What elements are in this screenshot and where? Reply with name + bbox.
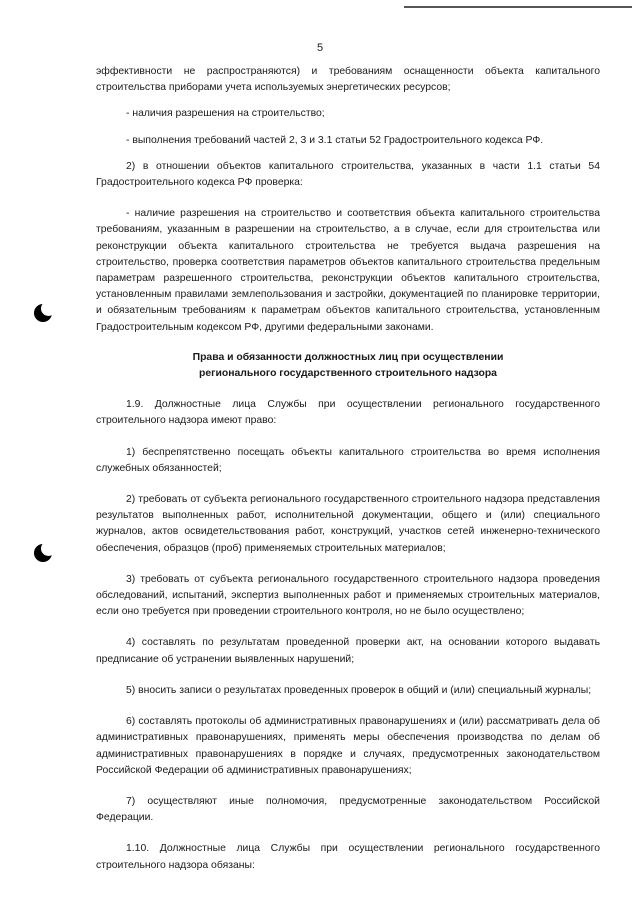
paragraph-permit: - наличия разрешения на строительство; xyxy=(126,108,325,120)
right-item-1: 1) беспрепятственно посещать объекты капитального строительства во время исполнения служебных обязанностей; xyxy=(96,446,600,474)
top-scan-line xyxy=(404,6,632,8)
clause-1-9: 1.9. Должностные лица Службы при осуществлении регионального государственного строительного надзора имеют право: xyxy=(96,399,600,427)
right-item-7: 7) осуществляют иные полномочия, предусмотренные законодательством Российской Федерации. xyxy=(96,795,600,824)
document-body xyxy=(96,64,600,874)
right-item-2: 2) требовать от субъекта регионального государственного строительного надзора представления результатов выполненных работ, исполнительной документации, общего и (или) специального журналов, актов освидетельствования работ, конструкций, участков сетей инженерно-технического обеспечения, образцов (проб) применяемых строительных материалов; xyxy=(96,494,600,554)
paragraph-permit-compliance: - наличие разрешения на строительство и соответствия объекта капитального строительства требованиям, указанным в разрешении на строительство, а в случае, если для строительства или реконструкции объекта капитального строительства не требуется выдача разрешения на строительство, проверка соответствия параметров объектов капитального строительства предельным параметрам разрешенного строительства, реконструкции объектов капитального строительства, установленным правилами землепользования и застройки, документацией по планировке территории, и обязательным требованиям к параметрам объектов капитального строительства, установленным Градостроительным кодексом РФ, другими федеральными законами. xyxy=(96,208,600,333)
section-title xyxy=(96,350,600,382)
right-item-5: 5) вносить записи о результатах проведенных проверок в общий и (или) специальный журналы; xyxy=(126,684,592,696)
paragraph-item-2: 2) в отношении объектов капитального строительства, указанных в части 1.1 статьи 54 Градостроительного кодекса РФ проверка: xyxy=(96,160,600,189)
right-item-3: 3) требовать от субъекта регионального государственного строительного надзора проведения обследований, испытаний, экспертиз выполненных работ и применяемых строительных материалов, если оно требуется при проведении строительного контроля, но не было осуществлено; xyxy=(96,573,600,618)
punch-hole-icon xyxy=(34,544,52,562)
section-title-line-2: регионального государственного строительного надзора xyxy=(199,368,497,380)
punch-hole-icon xyxy=(34,304,52,322)
paragraph-continuation: эффективности не распространяются) и требованиям оснащенности объекта капитального строительства приборами учета используемых энергетических ресурсов; xyxy=(96,66,600,94)
paragraph-requirements: - выполнения требований частей 2, 3 и 3.1 статьи 52 Градостроительного кодекса РФ. xyxy=(126,134,544,146)
right-item-4: 4) составлять по результатам проведенной проверки акт, на основании которого выдавать предписание об устранении выявленных нарушений; xyxy=(96,637,600,665)
page-number: 5 xyxy=(316,42,324,54)
clause-1-10: 1.10. Должностные лица Службы при осуществлении регионального государственного строительного надзора обязаны: xyxy=(96,843,600,871)
section-title-line-1: Права и обязанности должностных лиц при осуществлении xyxy=(192,351,504,363)
right-item-6: 6) составлять протоколы об административных правонарушениях и (или) рассматривать дела об административных правонарушениях, применять меры обеспечения производства по делам об административных правонарушениях в порядке и случаях, предусмотренных законодательством Российской Федерации об административных правонарушениях; xyxy=(96,716,600,776)
